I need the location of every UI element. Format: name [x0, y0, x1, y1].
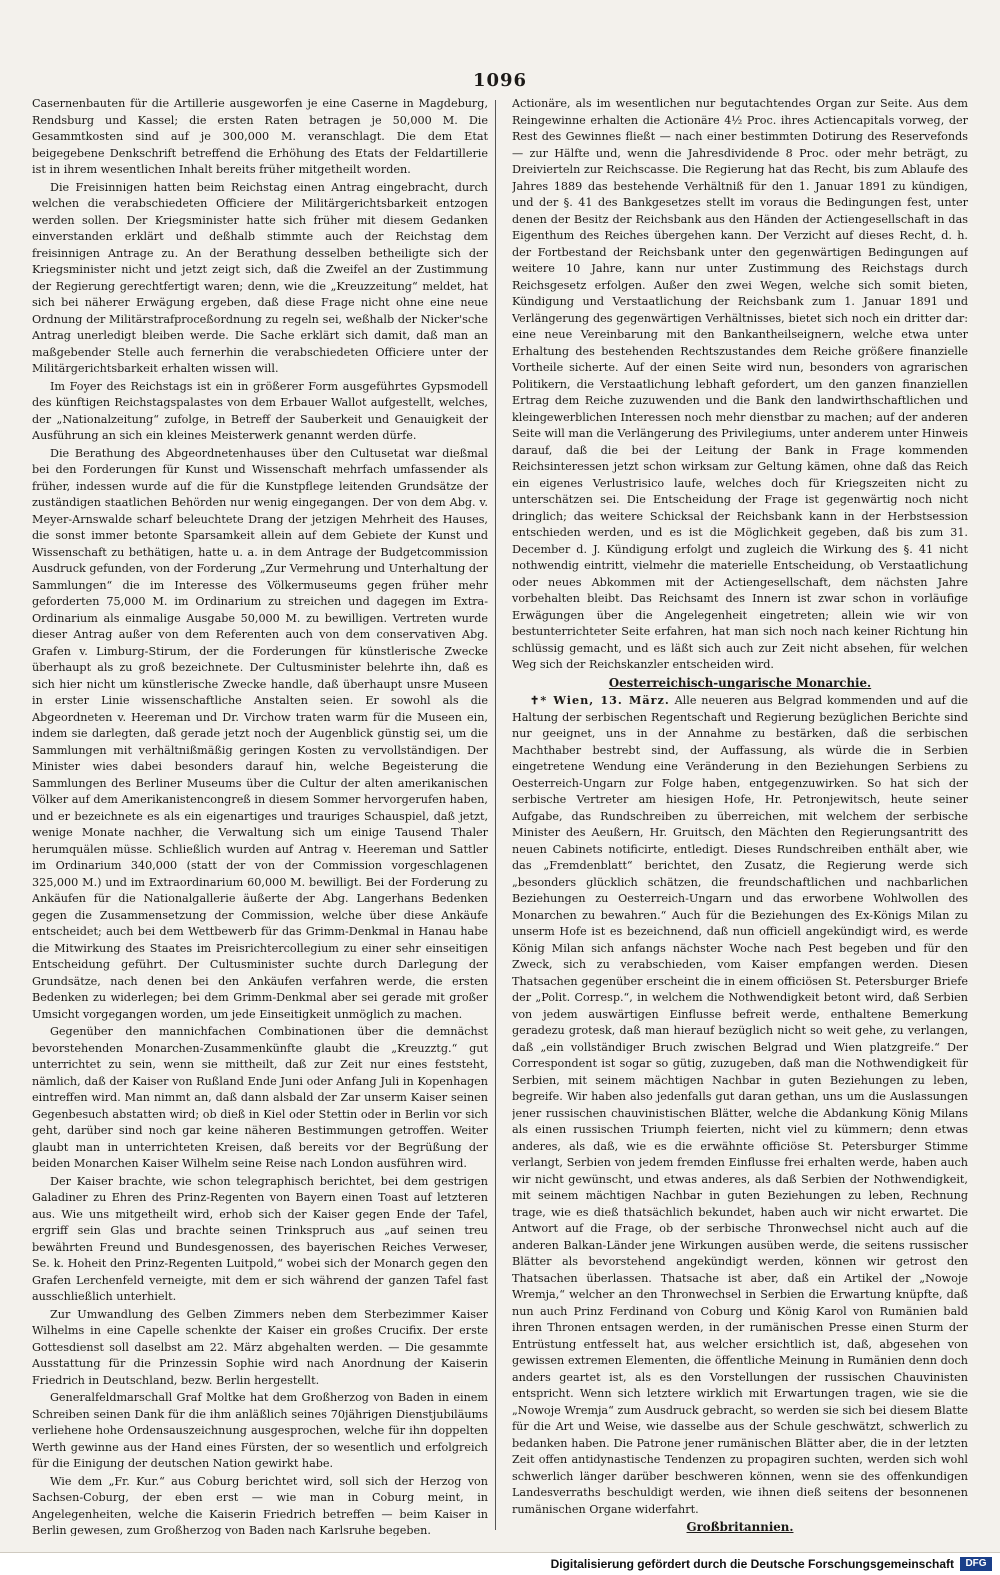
article-paragraph: Die Berathung des Abgeordnetenhauses über den Cultusetat war dießmal bei den Forderungen für Kunst und Wissenschaft mehrfach umfassender als früher, indessen wurde auf die für die Kunstpflege leitenden Grundsätze der zuständigen staatlichen Behörden nur wenig eingegangen. Der von dem Abg. v. Meyer-Arnswalde scharf beleuchtete Drang der jetzigen Mehrheit des Hauses, die sonst immer betonte Sparsamkeit allein auf dem Gebiete der Kunst und Wissenschaft zu bethätigen, hatte u. a. in dem Antrage der Budgetcommission Ausdruck gefunden, von der Forderung „Zur Vermehrung und Unterhaltung der Sammlungen“ die im Interesse des Völkermuseums gegen früher mehr geforderten 75,000 M. im Ordinarium zu streichen und dagegen im Extra-Ordinarium als einmalige Ausgabe 50,000 M. zu bewilligen. Vertreten wurde dieser Antrag außer von dem Referenten auch von dem conservativen Abg. Grafen v. Limburg-Stirum, der die Forderungen für künstlerische Zwecke überhaupt als zu groß bezeichnete. Der Cultusminister belehrte ihn, daß es sich hier nicht um künstlerische Zwecke handle, daß überhaupt unsre Museen in erster Linie wissenschaftliche Anstalten seien. Er sowohl als die Abgeordneten v. Heereman und Dr. Virchow traten warm für die Museen ein, indem sie darlegten, daß gerade jetzt noch der Augenblick günstig sei, um die Sammlungen mit verhältnißmäßig geringen Kosten zu vervollständigen. Der Minister wies dabei besonders darauf hin, welche Begeisterung die Sammlungen des Berliner Museums über die Cultur der alten amerikanischen Völker auf dem Amerikanistencongreß in diesem Sommer hervorgerufen haben, und er bezeichnete es als ein eigenartiges und trauriges Schauspiel, daß jetzt, wenige Monate nachher, die Verwaltung sich um einige Tausend Thaler herumquälen müsse. Schließlich wurden auf Antrag v. Heereman und Sattler im Ordinarium 340,000 (statt der von der Commission vorgeschlagenen 325,000 M.) und im Extraordinarium 60,000 M. bewilligt. Bei der Forderung zu Ankäufen für die Nationalgallerie äußerte der Abg. Langerhans Bedenken gegen die Zusammensetzung der Commission, welche über diese Ankäufe entscheidet; auch bei dem Wettbewerb für das Grimm-Denkmal in Hanau habe die Mitwirkung des Staates im Preisrichtercollegium zu einer sehr einseitigen Entscheidung geführt. Der Cultusminister suchte durch Darlegung der Grundsätze, nach denen bei den Ankäufen verfahren werde, die ersten Bedenken zu widerlegen; bei dem Grimm-Denkmal aber sei gerade mit großer Umsicht vorgegangen worden, um jede Einseitigkeit unmöglich zu machen. — [32, 446, 488, 1021]
dateline: ✝* Wien, 13. März. — [530, 693, 670, 707]
article-paragraph: Wie dem „Fr. Kur.“ aus Coburg berichtet wird, soll sich der Herzog von Sachsen-Coburg, der eben erst — wie man in Coburg meint, in Angelegenheiten, welche die Kaiserin Friedrich betreffen — beim Kaiser in Berlin gewesen, zum Großherzog von Baden nach Karlsruhe begeben. — [32, 1474, 488, 1536]
dfg-logo: DFG — [960, 1557, 992, 1571]
footer-credit: Digitalisierung gefördert durch die Deutsche Forschungsgemeinschaft — [550, 1557, 954, 1571]
article-paragraph: Generalfeldmarschall Graf Moltke hat dem Großherzog von Baden in einem Schreiben seinen Dank für die ihm anläßlich seines 70jährigen Dienstjubiläums verliehene hohe Ordensauszeichnung ausgesprochen, welche für ihn doppelten Werth gewinne aus der Hand eines Fürsten, der so wesentlich und erfolgreich für die Einigung der deutschen Nation gewirkt habe. — [32, 1391, 488, 1470]
section-heading: Großbritannien. — [686, 1520, 794, 1534]
article-paragraph — [512, 692, 968, 1518]
article-paragraph: Der Kaiser brachte, wie schon telegraphisch berichtet, bei dem gestrigen Galadiner zu Ehren des Prinz-Regenten von Bayern einen Toast auf letzteren aus. Wie uns mitgetheilt wird, erhob sich der Kaiser gegen Ende der Tafel, ergriff sein Glas und brachte seinen Trinkspruch aus „auf seinen treu bewährten Freund und Bundesgenossen, des bayerischen Reiches Verweser, Se. k. Hoheit den Prinz-Regenten Luitpold,“ wobei sich der Monarch gegen den Grafen Lerchenfeld verneigte, mit dem er sich während der ganzen Tafel fast ausschließlich unterhielt. — [32, 1174, 488, 1303]
footer-bar — [0, 1552, 1000, 1575]
article-paragraph: Die Freisinnigen hatten beim Reichstag einen Antrag eingebracht, durch welchen die verabschiedeten Officiere der Militärgerichtsbarkeit entzogen werden sollen. Der Kriegsminister hatte sich früher mit diesem Gedanken einverstanden erklärt und deßhalb stimmte auch der Reichstag dem freisinnigen Antrage zu. An der Berathung desselben betheiligte sich der Kriegsminister nicht und jetzt zeigt sich, daß die Zweifel an der Zustimmung der Regierung gerechtfertigt waren; denn, wie die „Kreuzzeitung“ meldet, hat sich bei näherer Erwägung ergeben, daß diese Frage nicht ohne eine neue Ordnung der Militärstrafproceßordnung zu regeln sei, weßhalb der Nicker'sche Antrag unerledigt bleiben werde. Die Sache erklärt sich damit, daß man an maßgebender Stelle auch fernerhin die verabschiedeten Officiere unter der Militärgerichtsbarkeit erhalten wissen will. — [32, 180, 488, 375]
left-column — [32, 96, 488, 1536]
section-heading: Oesterreichisch-ungarische Monarchie. — [608, 675, 872, 690]
page-number: 1096 — [472, 70, 528, 91]
article-paragraph: Im Foyer des Reichstags ist ein in größerer Form ausgeführtes Gypsmodell des künftigen Reichstagspalastes von dem Erbauer Wallot aufgestellt, welches, der „Nationalzeitung“ zufolge, in Betreff der Sauberkeit und Genauigkeit der Ausführung an sich ein kleines Meisterwerk genannt werden dürfe. — [32, 379, 488, 442]
article-paragraph: Actionäre, als im wesentlichen nur begutachtendes Organ zur Seite. Aus dem Reingewinne erhalten die Actionäre 4½ Proc. ihres Actiencapitals vorweg, der Rest des Gewinnes fließt — nach einer bestimmten Dotirung des Reservefonds — zur Hälfte und, wenn die Jahresdividende 8 Proc. oder mehr beträgt, zu Dreivierteln zur Reichscasse. Die Regierung hat das Recht, bis zum Ablaufe des Jahres 1889 das bestehende Verhältniß für den 1. Januar 1891 zu kündigen, und der §. 41 des Bankgesetzes stellt im voraus die Bedingungen fest, unter denen der Besitz der Reichsbank aus den Händen der Actiengesellschaft in das Eigenthum des Reiches übergehen kann. Der Verzicht auf dieses Recht, d. h. der Fortbestand der Reichsbank unter den gegenwärtigen Bedingungen auf weitere 10 Jahre, kann nur unter Zustimmung des Reichstags durch Reichsgesetz erfolgen. Außer den zwei Wegen, welche sich somit bieten, Kündigung und Verstaatlichung der Reichsbank zum 1. Januar 1891 und Verlängerung des gegenwärtigen Verhältnisses, bietet sich noch ein dritter dar: eine neue Vereinbarung mit den Bankantheilseignern, welche etwa unter Erhaltung des bestehenden Rechtszustandes dem Reiche größere finanzielle Vortheile sicherte. Auf der einen Seite wird nun, besonders von agrarischen Politikern, die Verstaatlichung lebhaft gefordert, um den ganzen finanziellen Ertrag dem Reiche zuzuwenden und die Bank den landwirthschaftlichen und kleingewerblichen Interessen noch mehr dienstbar zu machen; auf der anderen Seite will man die Verlängerung des Privilegiums, unter anderem unter Hinweis darauf, daß die bei der Leitung der Bank in Frage kommenden Reichsinteressen jetzt schon wirksam zur Geltung kämen, ohne daß das Reich ein eigenes Verlustrisico laufe, welches doch für Kriegszeiten nicht zu unterschätzen sei. Die Entscheidung der Frage ist gegenwärtig noch nicht dringlich; das weitere Schicksal der Reichsbank kann in der Herbstsession entschieden werden, und es ist die Möglichkeit gegeben, daß bis zum 31. December d. J. Kündigung erfolgt und zugleich die Wirkung des §. 41 nicht nothwendig eintritt, vielmehr die materielle Entscheidung, ob Verstaatlichung oder neues Abkommen mit der Actiengesellschaft, dem nächsten Jahre vorbehalten bleibt. Das Reichsamt des Innern ist zwar schon in vorläufige Erwägungen über die Angelegenheit eingetreten; allein wie wir von bestunterrichteter Seite erfahren, hat man sich noch nach keiner Richtung hin schlüssig gemacht, und es läßt sich auch zur Zeit nicht absehen, für welchen Weg sich der Reichskanzler entscheiden wird. — [512, 97, 968, 671]
article-paragraph: Casernenbauten für die Artillerie ausgeworfen je eine Caserne in Magdeburg, Rendsburg und Kassel; die ersten Raten betragen je 50,000 M. Die Gesammtkosten sind auf je 300,000 M. veranschlagt. Die dem Etat beigegebene Denkschrift betreffend die Erhöhung des Etats der Feldartillerie ist in ihrem wesentlichen Inhalt bereits früher mitgetheilt worden. — [32, 97, 488, 176]
article-paragraph: Zur Umwandlung des Gelben Zimmers neben dem Sterbezimmer Kaiser Wilhelms in eine Capelle schenkte der Kaiser ein großes Crucifix. Der erste Gottesdienst soll daselbst am 22. März abgehalten werden. — Die gesammte Ausstattung für die Prinzessin Sophie wird nach Anordnung der Kaiserin Friedrich in Deutschland, bezw. Berlin hergestellt. — [32, 1307, 488, 1387]
article-text: Alle neueren aus Belgrad kommenden und auf die Haltung der serbischen Regentschaft und Regierung bezüglichen Berichte sind nur geeignet, uns in der Annahme zu bestärken, daß die serbischen Machthaber bestrebt sind, der Auffassung, als würde die in Serbien eingetretene Wendung eine Veränderung in den Beziehungen Serbiens zu Oesterreich-Ungarn zur Folge haben, entgegenzuwirken. So hat sich der serbische Vertreter am hiesigen Hofe, Hr. Petronjewitsch, heute seiner Aufgabe, das Rundschreiben zu überreichen, mit welchem der serbische Minister des Aeußern, Hr. Gruitsch, den Mächten den Regierungsantritt des neuen Cabinets notificirte, entledigt. Dieses Rundschreiben enthält aber, wie das „Fremdenblatt“ berichtet, den Zusatz, die Regierung werde sich „besonders glücklich schätzen, die freundschaftlichen und nachbarlichen Beziehungen zu Oesterreich-Ungarn und das erworbene Wohlwollen des Monarchen zu bewahren.“ Auch für die Beziehungen des Ex-Königs Milan zu unserm Hofe ist es bezeichnend, daß nun officiell angekündigt wird, es werde König Milan sich anfangs nächster Woche nach Pest begeben und für den Zweck, sich zu verabschieden, vom Kaiser empfangen werden. Diesen Thatsachen gegenüber erscheint die in einem officiösen St. Petersburger Briefe der „Polit. Corresp.“, in welchem die Nothwendigkeit betont wird, daß Serbien von jedem auswärtigen Einflusse befreit werde, enthaltene Bemerkung geradezu grotesk, daß man hierauf bezüglich nicht so weit gehe, zu verlangen, daß „ein vollständiger Bruch zwischen Belgrad und Wien platzgreife.“ Der Correspondent ist sogar so gütig, zuzugeben, daß man die Nothwendigkeit für Serbien, mit seinem mächtigen Nachbar in guten Beziehungen zu leben, begreife. Wir haben also jedenfalls gut daran gethan, uns um die Auslassungen jener russischen chauvinistischen Blätter, welche die Abdankung König Milans als einen russischen Triumph feierten, nicht viel zu kümmern; denn etwas anderes, als daß, wie es die erwähnte officiöse St. Petersburger Stimme verlangt, Serbien von jedem fremden Einflusse frei erhalten werde, haben auch wir nicht gewünscht, und etwas anderes, als daß Serbien der Nothwendigkeit, mit seinem mächtigen Nachbar in guten Beziehungen zu leben, Rechnung trage, wie es dieß thatsächlich bekundet, haben auch wir nicht erwartet. Die Antwort auf die Frage, ob der serbische Thronwechsel nicht auch auf die anderen Balkan-Länder jene Wirkungen ausüben werde, die seitens russischer Blätter als bevorstehend angekündigt werden, können wir getrost den Thatsachen überlassen. Thatsache ist aber, daß ein Artikel der „Nowoje Wremja,“ welcher an den Thronwechsel in Serbien die Erwartung knüpfte, daß nun auch Prinz Ferdinand von Coburg und König Karol von Rumänien bald ihren Thronen entsagen werden, in der rumänischen Presse einen Sturm der Entrüstung entfesselt hat, aus welcher ersichtlich ist, daß, abgesehen von gewissen extremen Elementen, die öffentliche Meinung in Rumänien denn doch anders geartet ist, als es den Vorstellungen der russischen Chauvinisten entspricht. Wenn sich letztere wirklich mit Erwartungen tragen, wie sie die „Nowoje Wremja“ zum Ausdruck gebracht, so werden sie sich bei diesem Blatte für die Art und Weise, wie dasselbe aus der Schule geschwätzt, schwerlich zu bedanken haben. Die Patrone jener rumänischen Blätter aber, die in der letzten Zeit offen antidynastische Tendenzen zu propagiren suchten, werden sich wohl schwerlich länger darüber beschweren können, wenn sie des offenkundigen Landesverraths beschuldigt werden, wie ihnen dieß seitens der besonnenen rumänischen Organe widerfahrt. — [512, 694, 968, 1516]
right-column — [512, 96, 968, 1536]
column-divider — [495, 100, 496, 1530]
article-paragraph: Gegenüber den mannichfachen Combinationen über die demnächst bevorstehenden Monarchen-Zusammenkünfte glaubt die „Kreuzztg.“ gut unterrichtet zu sein, wenn sie mittheilt, daß zur Zeit nur eines feststeht, nämlich, daß der Kaiser von Rußland Ende Juni oder Anfang Juli in Kopenhagen eintreffen wird. Man nimmt an, daß dann alsbald der Zar unserm Kaiser seinen Gegenbesuch abstatten wird; ob dieß in Kiel oder Stettin oder in Berlin vor sich geht, darüber sind noch gar keine näheren Bestimmungen getroffen. Weiter glaubt man in unterrichteten Kreisen, daß bereits vor der Begrüßung der beiden Monarchen Kaiser Wilhelm seine Reise nach London ausführen wird. — [32, 1025, 488, 1170]
